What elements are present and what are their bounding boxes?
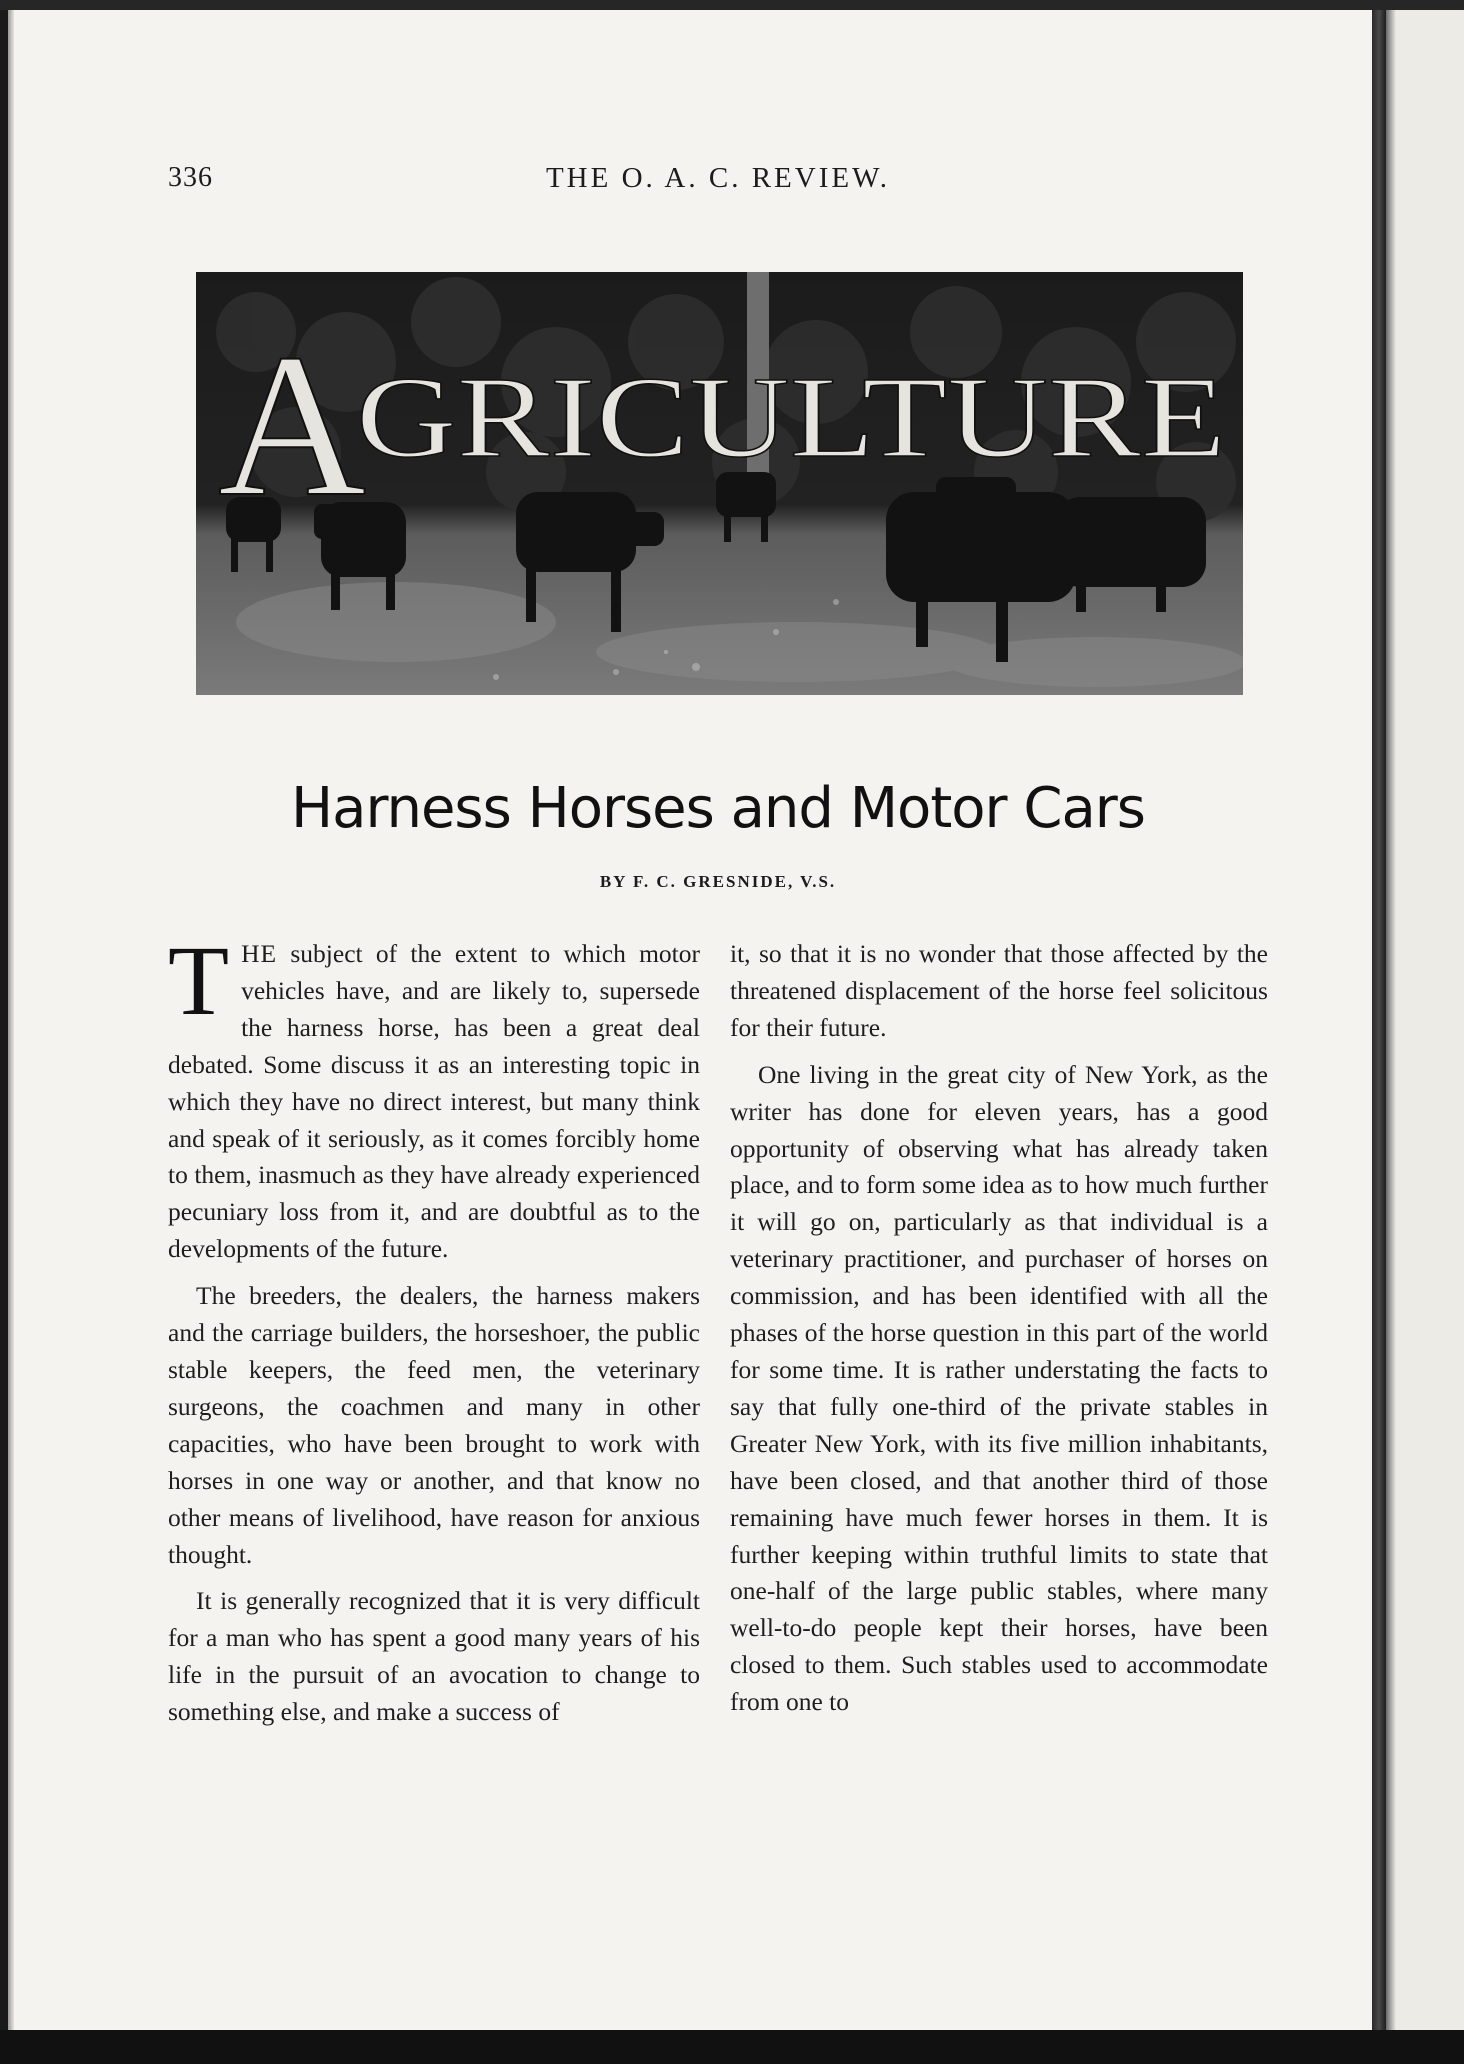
paragraph: it, so that it is no wonder that those affected by the threatened displacement of the horse feel solicitous for their future.	[730, 939, 1268, 1042]
scan-border-top	[0, 0, 1464, 10]
article-byline: BY F. C. GRESNIDE, V.S.	[599, 872, 837, 891]
banner-heading-rest: GRICULTURE	[356, 354, 1226, 482]
agriculture-banner-photo	[196, 272, 1243, 695]
paragraph	[168, 925, 701, 1268]
banner-heading-initial: A	[218, 312, 367, 539]
cattle-pasture-illustration	[196, 272, 1243, 695]
adjacent-page-shadow	[1386, 10, 1396, 2030]
book-page	[8, 10, 1380, 2030]
running-head	[8, 162, 1380, 202]
drop-cap: T	[168, 925, 230, 1036]
adjacent-page	[1386, 10, 1464, 2030]
journal-title: THE O. A. C. REVIEW.	[545, 162, 891, 194]
scan-border-bottom	[0, 2030, 1464, 2064]
article-title: Harness Horses and Motor Cars	[291, 776, 1145, 841]
paragraph: The breeders, the dealers, the harness makers and the carriage builders, the horseshoer, the public stable keepers, the feed men, the veterinary surgeons, the coachmen and many in other capacities, who have been brought to work with horses in one way or another, and that know no other means of livelihood, have reason for anxious thought.	[168, 1281, 700, 1569]
text-column-right	[730, 936, 1268, 1721]
lead-caps: HE	[241, 939, 278, 968]
page-edge-shadow	[8, 10, 14, 2030]
text-column-left	[168, 925, 701, 1731]
paragraph-text: subject of the extent to which motor vehicles have, and are likely to, supersede the harness horse, has been a great deal debated. Some discuss it as an interesting topic in which they have no direct interest, but many think and speak of it seriously, as it comes forcibly home to them, inasmuch as they have already experienced pecuniary loss from it, and are doubtful as to the developments of the future.	[168, 939, 701, 1264]
paragraph: One living in the great city of New York, as the writer has done for eleven years, has a good opportunity of observing what has already taken place, and to form some idea as to how much further it will go on, particularly as that individual is a veterinary practitioner, and purchaser of horses on commission, and has been identified with all the phases of the horse question in this part of the world for some time. It is rather understating the facts to say that fully one-third of the private stables in Greater New York, with its five million inhabitants, have been closed, and that another third of those remaining have much fewer horses in them. It is further keeping within truthful limits to state that one-half of the large public stables, where many well-to-do people kept their horses, have been closed to them. Such stables used to accommodate from one to	[730, 1059, 1268, 1717]
book-spine	[1372, 10, 1386, 2030]
page-number: 336	[168, 162, 213, 193]
paragraph: It is generally recognized that it is very difficult for a man who has spent a good many years of his life in the pursuit of an avocation to change to something else, and make a success of	[168, 1586, 700, 1727]
